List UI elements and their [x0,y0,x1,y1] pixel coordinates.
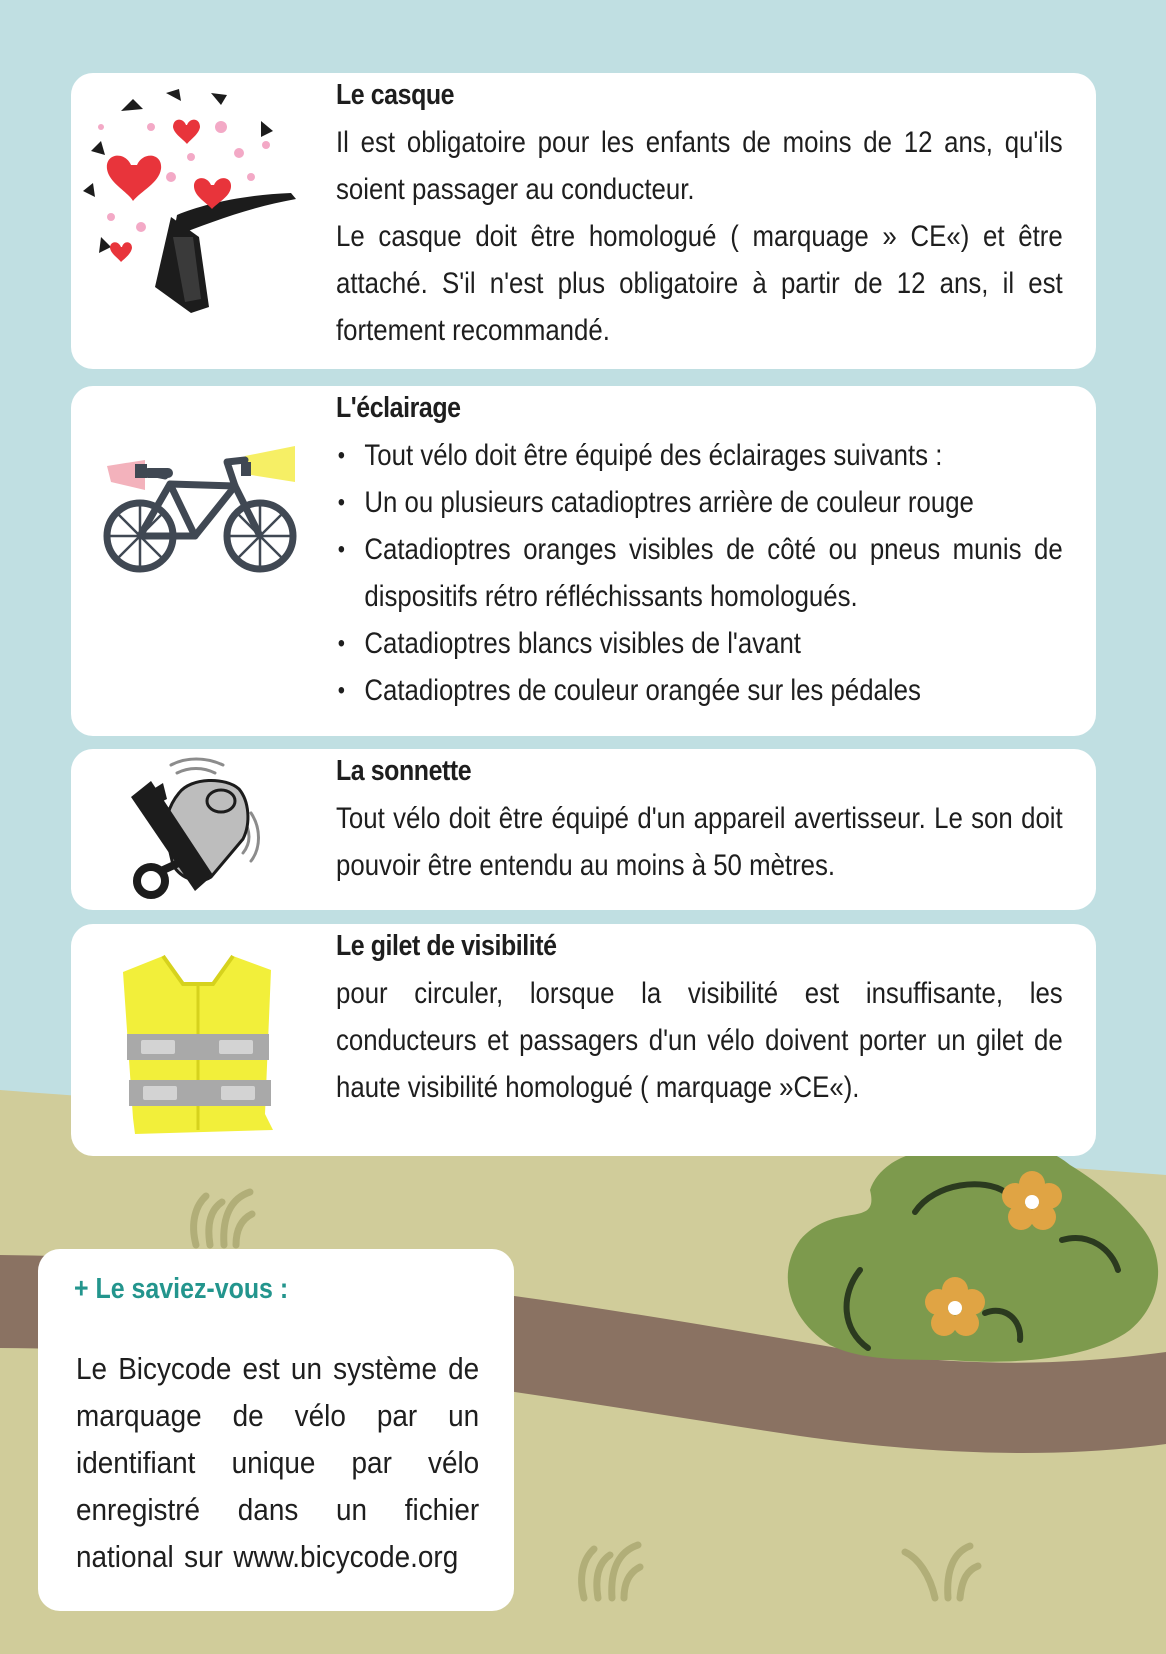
bell-text [336,795,1063,889]
vest-paragraph: pour circuler, lorsque la visibilité est insuffisante, les conducteurs et passagers d'un vélo doivent porter un gilet de haute visibilité homologué ( marquage »CE«). [336,977,1063,1104]
helmet-card [71,73,1096,369]
bicycle-icon [95,446,305,576]
helmet-text [336,119,1063,354]
helmet-paragraph: Il est obligatoire pour les enfants de moins de 12 ans, qu'ils soient passager au conducteur. [336,126,1063,206]
did-you-know-title: + Le saviez-vous : [74,1273,289,1305]
lighting-card [71,386,1096,736]
vest-text [336,970,1063,1111]
did-you-know-box [38,1249,514,1611]
list-item: • Un ou plusieurs catadioptres arrière de couleur rouge [336,479,1063,526]
safety-vest-icon [123,954,273,1136]
lighting-list [336,432,1063,714]
vest-card [71,924,1096,1156]
bell-paragraph: Tout vélo doit être équipé d'un appareil avertisseur. Le son doit pouvoir être entendu au moins à 50 mètres. [336,802,1063,882]
helmet-title: Le casque [336,79,455,111]
bell-card [71,749,1096,910]
list-item: • Tout vélo doit être équipé des éclairages suivants : [336,432,1063,479]
vest-title: Le gilet de visibilité [336,930,557,962]
did-you-know-text: Le Bicycode est un système de marquage de vélo par un identifiant unique par vélo enregistré dans un fichier national sur www.bicycode.org [76,1351,480,1574]
list-item: • Catadioptres blancs visibles de l'avant [336,620,1063,667]
list-item: • Catadioptres oranges visibles de côté ou pneus munis de dispositifs rétro réfléchissants homologués. [336,526,1063,620]
list-item: • Catadioptres de couleur orangée sur les pédales [336,667,1063,714]
helmet-icon [81,87,306,317]
lighting-title: L'éclairage [336,392,461,424]
bell-title: La sonnette [336,755,472,787]
bell-icon [111,753,281,903]
helmet-paragraph: Le casque doit être homologué ( marquage » CE«) et être attaché. S'il n'est plus obligatoire à partir de 12 ans, il est fortement recommandé. [336,220,1063,347]
